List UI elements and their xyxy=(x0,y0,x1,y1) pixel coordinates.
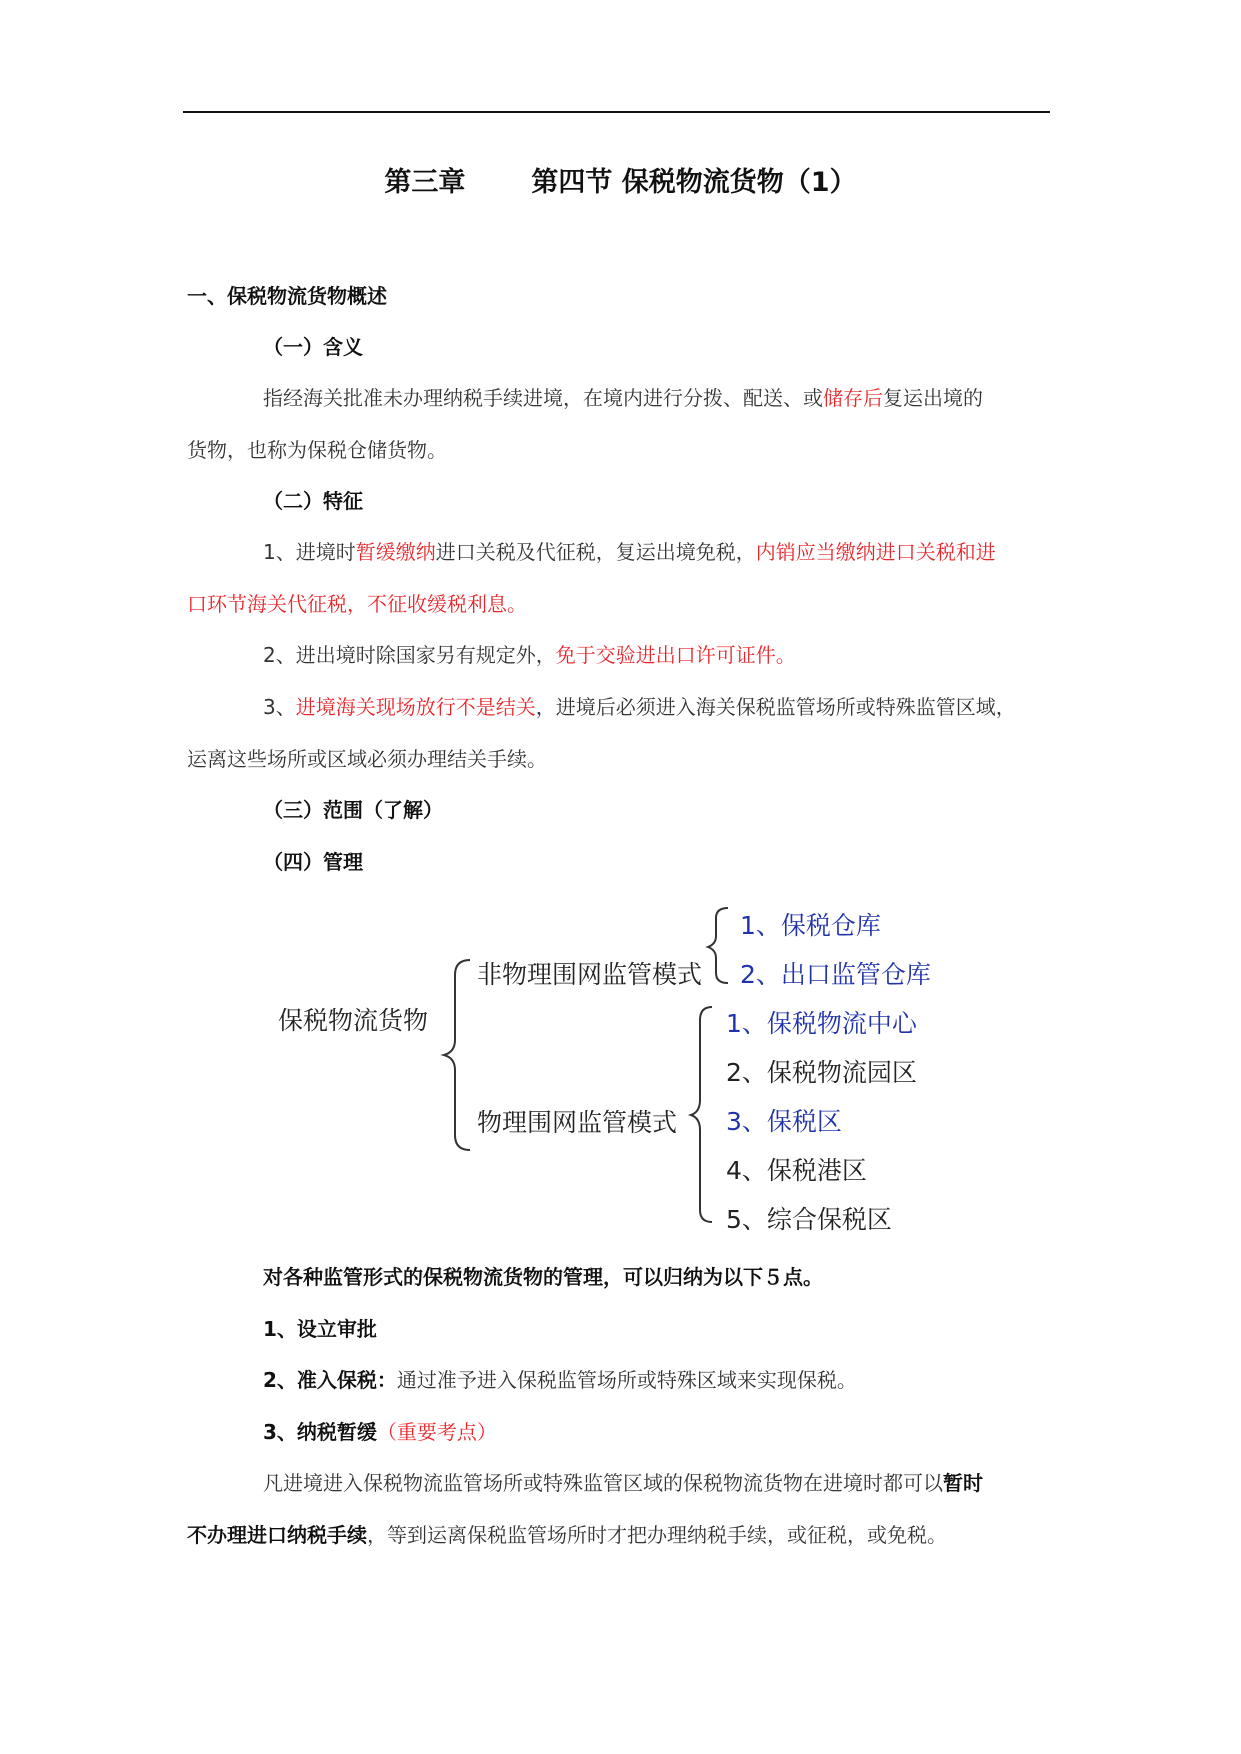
text-span: 凡进境进入保税物流监管场所或特殊监管区域的保税物流货物在进境时都可以 xyxy=(263,1471,943,1495)
diagram-item: 5、综合保税区 xyxy=(726,1205,892,1234)
diagram-branch-physical: 物理围网监管模式 xyxy=(477,1108,678,1137)
root-brace xyxy=(444,960,470,1150)
highlight-span: 内销应当缴纳进口关税和进 xyxy=(755,540,996,564)
feature-1-line-2: 口环节海关代征税，不征收缓税利息。 xyxy=(187,592,527,616)
branch1-brace xyxy=(708,908,728,983)
summary-point-1: 1、设立审批 xyxy=(263,1317,377,1341)
chapter-label: 第三章 xyxy=(384,167,466,198)
text-span: 通过准予进入保税监管场所或特殊区域来实现保税。 xyxy=(396,1368,857,1392)
bold-span: 3、纳税暂缓 xyxy=(263,1420,377,1444)
text-span: 2、进出境时除国家另有规定外， xyxy=(263,643,556,667)
meaning-line-2: 货物，也称为保税仓储货物。 xyxy=(187,438,447,462)
highlight-span: （重要考点） xyxy=(376,1420,497,1444)
text-span: ，等到运离保税监管场所时才把办理纳税手续，或征税，或免税。 xyxy=(367,1523,947,1547)
summary-paragraph-line-2 xyxy=(187,1519,947,1548)
scope-heading: （三）范围（了解） xyxy=(263,798,443,822)
text-span: 指经海关批准未办理纳税手续进境，在境内进行分拨、配送、或 xyxy=(263,386,823,410)
diagram-item: 3、保税区 xyxy=(726,1107,842,1136)
diagram-item: 4、保税港区 xyxy=(726,1156,867,1185)
features-heading: （二）特征 xyxy=(263,489,363,513)
meaning-heading: （一）含义 xyxy=(263,335,363,359)
bold-span: 暂时 xyxy=(943,1471,983,1495)
diagram-root: 保税物流货物 xyxy=(278,1006,429,1035)
diagram-item: 2、出口监管仓库 xyxy=(740,960,931,989)
summary-paragraph-line-1 xyxy=(263,1467,983,1496)
highlight-span: 进境海关现场放行不是结关 xyxy=(295,695,536,719)
text-span: 进口关税及代征税，复运出境免税， xyxy=(435,540,756,564)
summary-point-2 xyxy=(263,1364,857,1393)
text-span: 3、 xyxy=(263,695,296,719)
section-heading: 一、保税物流货物概述 xyxy=(187,284,387,308)
highlight-span: 储存后 xyxy=(823,386,883,410)
summary-intro: 对各种监管形式的保税物流货物的管理，可以归纳为以下５点。 xyxy=(263,1265,823,1289)
text-span: ，进境后必须进入海关保税监管场所或特殊监管区域， xyxy=(535,695,1016,719)
diagram-branch-non-physical: 非物理围网监管模式 xyxy=(477,960,703,989)
section-label: 第四节 保税物流货物（1） xyxy=(531,167,857,198)
bold-span: 不办理进口纳税手续 xyxy=(187,1523,367,1547)
diagram-item: 1、保税物流中心 xyxy=(726,1009,917,1038)
management-heading: （四）管理 xyxy=(263,850,363,874)
diagram-item: 1、保税仓库 xyxy=(740,911,881,940)
text-span: 复运出境的 xyxy=(883,386,983,410)
highlight-span: 暂缓缴纳 xyxy=(355,540,436,564)
summary-point-3 xyxy=(263,1416,497,1445)
bold-span: 2、准入保税： xyxy=(263,1368,397,1392)
text-span: 1、进境时 xyxy=(263,540,356,564)
highlight-span: 免于交验进出口许可证件。 xyxy=(555,643,796,667)
branch2-brace xyxy=(691,1007,712,1222)
diagram-item: 2、保税物流园区 xyxy=(726,1058,917,1087)
feature-3-line-2: 运离这些场所或区域必须办理结关手续。 xyxy=(187,747,547,771)
